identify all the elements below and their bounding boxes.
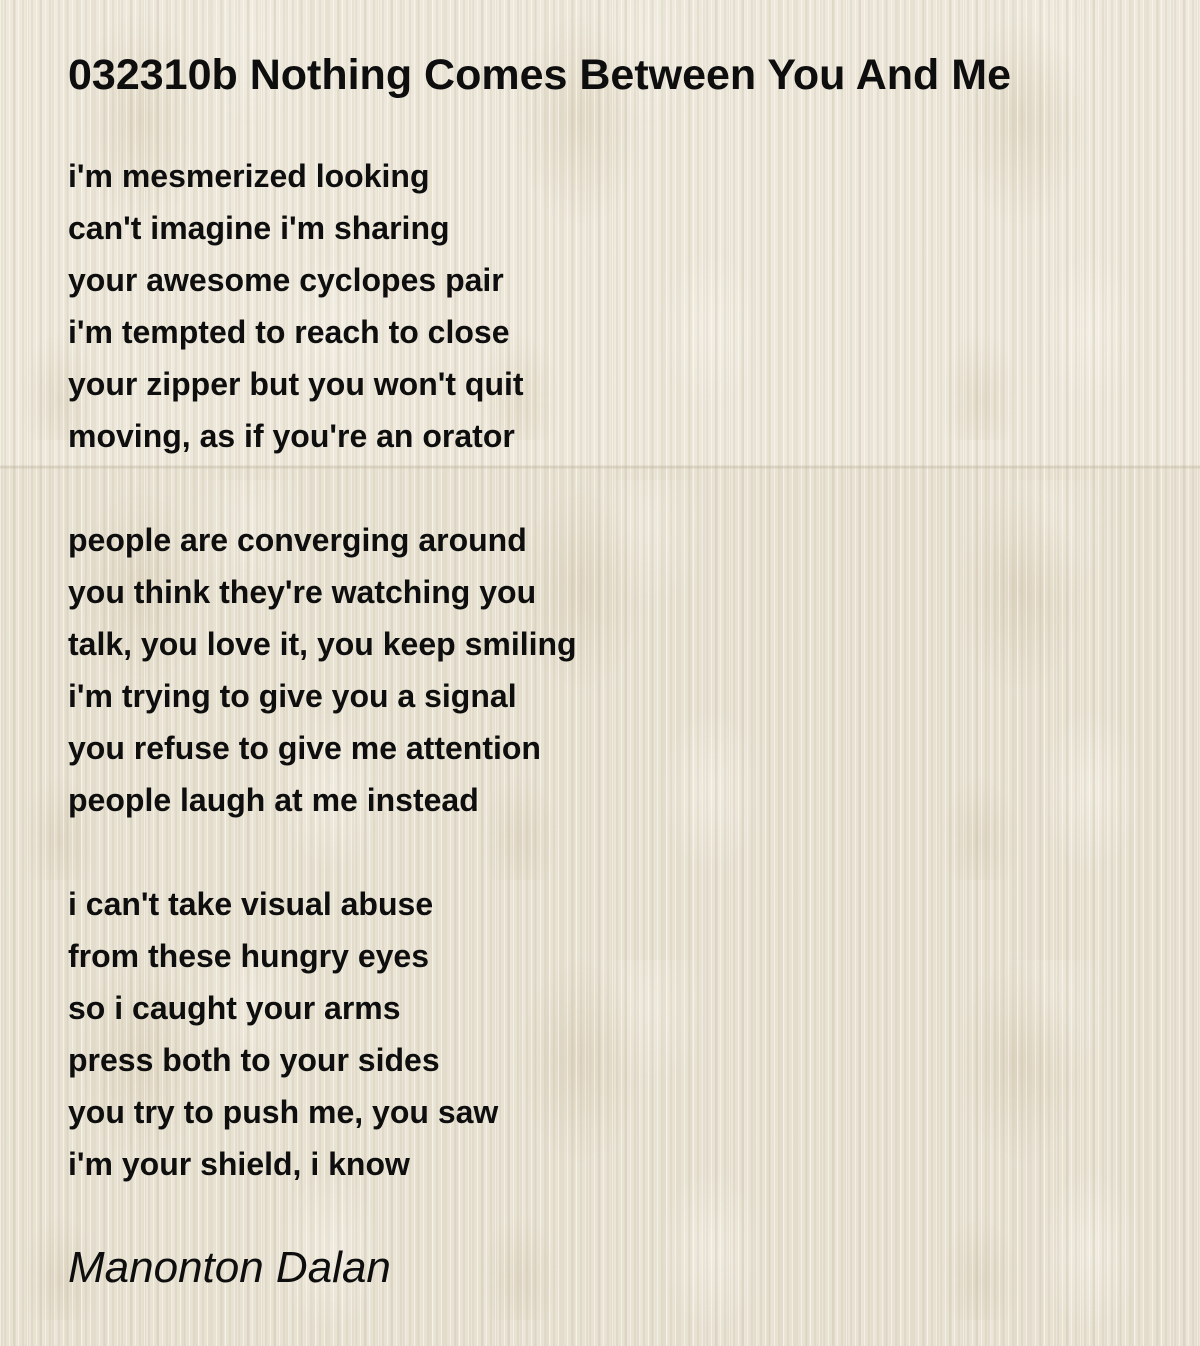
poem-line: you think they're watching you xyxy=(68,574,537,610)
poem-line: you try to push me, you saw xyxy=(68,1094,499,1130)
poem-line: so i caught your arms xyxy=(68,990,401,1026)
poem-line: from these hungry eyes xyxy=(68,938,429,974)
poem-body xyxy=(68,150,1160,1190)
poem-line: people laugh at me instead xyxy=(68,782,479,818)
poem-line: i'm tempted to reach to close xyxy=(68,314,510,350)
poem-line: i'm mesmerized looking xyxy=(68,158,430,194)
poem-line: moving, as if you're an orator xyxy=(68,418,515,454)
stanza xyxy=(68,878,1160,1190)
poem-line: talk, you love it, you keep smiling xyxy=(68,626,577,662)
poem-line: your awesome cyclopes pair xyxy=(68,262,504,298)
stanza xyxy=(68,150,1160,462)
poem-line: i'm trying to give you a signal xyxy=(68,678,517,714)
poem-line: your zipper but you won't quit xyxy=(68,366,524,402)
poem-line: i'm your shield, i know xyxy=(68,1146,410,1182)
poem-line: you refuse to give me attention xyxy=(68,730,541,766)
stanza xyxy=(68,514,1160,826)
poem-line: press both to your sides xyxy=(68,1042,440,1078)
poem-line: people are converging around xyxy=(68,522,527,558)
poem-line: can't imagine i'm sharing xyxy=(68,210,450,246)
poem-title: 032310b Nothing Comes Between You And Me xyxy=(68,51,1011,99)
poem-author: Manonton Dalan xyxy=(68,1243,391,1292)
poem-line: i can't take visual abuse xyxy=(68,886,434,922)
